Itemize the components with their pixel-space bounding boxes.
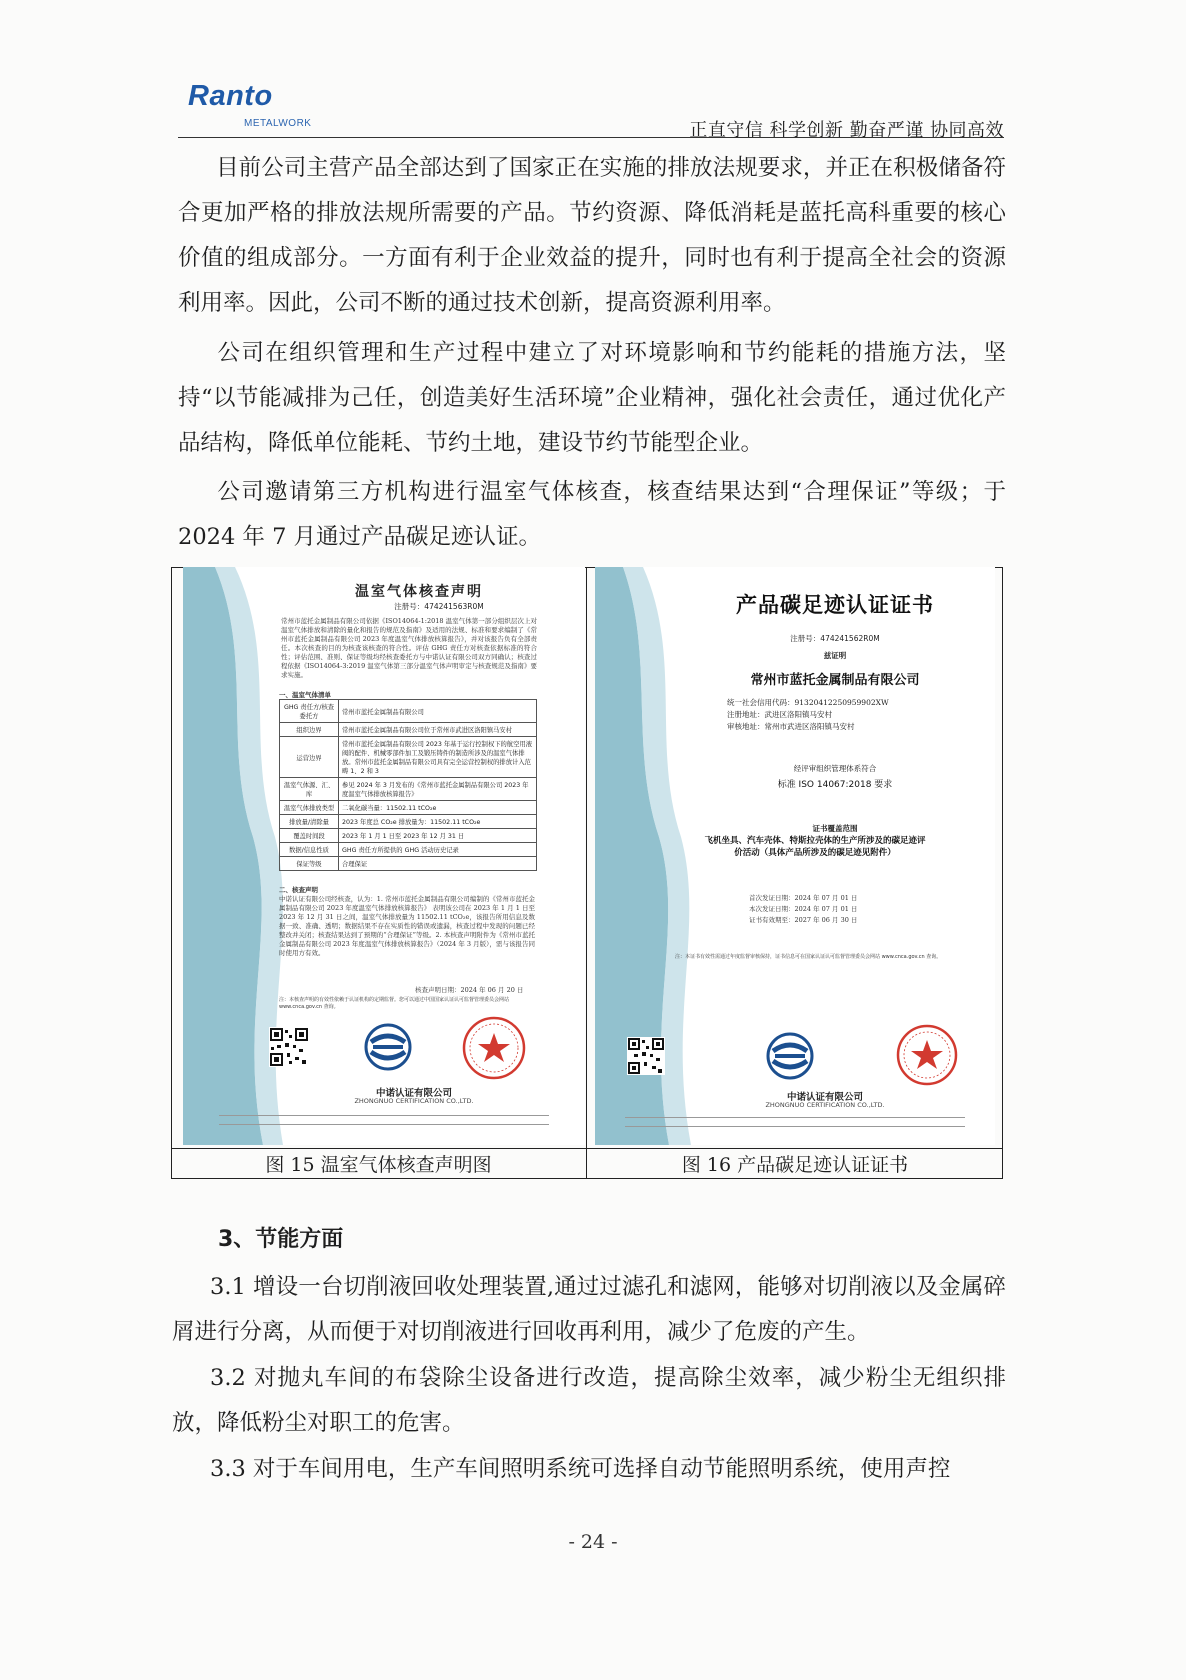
left-cert-title: 温室气体核查声明 bbox=[355, 584, 483, 600]
right-cert-proof: 兹证明 bbox=[823, 651, 847, 660]
left-cert-issuer: 中诺认证有限公司 bbox=[375, 1088, 452, 1099]
ghg-table-key: 温室气体排放类型 bbox=[280, 801, 339, 815]
certification-body-logo-icon bbox=[765, 1031, 815, 1081]
left-cert-footer-strip bbox=[219, 1115, 549, 1125]
right-cert-reg-addr: 注册地址：武进区洛阳镇马安村 bbox=[727, 710, 832, 719]
ghg-table-value: 二氧化碳当量：11502.11 tCO₂e bbox=[339, 801, 537, 815]
left-cert-issuer-en: ZHONGNUO CERTIFICATION CO.,LTD. bbox=[354, 1097, 474, 1105]
ghg-table-value: 常州市蓝托金属制品有限公司 bbox=[339, 700, 537, 723]
right-cert-issuer-en: ZHONGNUO CERTIFICATION CO.,LTD. bbox=[765, 1101, 885, 1109]
ghg-table-row bbox=[280, 829, 537, 843]
ghg-table-row bbox=[280, 778, 537, 801]
ghg-table-value: 2023 年 1 月 1 日至 2023 年 12 月 31 日 bbox=[339, 829, 537, 843]
right-cert-reg-no: 注册号：474241562R0M bbox=[790, 634, 880, 643]
header-divider bbox=[178, 137, 1004, 138]
left-cert-intro: 常州市蓝托金属制品有限公司依据《ISO14064-1:2018 温室气体第一部分组织层次上对温室气体排放和清除的量化和报告的规范及指南》及适用的法规、标准和要求编制了《常州市蓝托金属制品有限公司 2023 年度温室气体排放核算报告》，并对该报告负有全部责任。本次核查的目的为核查该核查的符合性。评估 GHG 责任方对核查依据标准的符合性；评估范围、准则、保证等级均经核查委托方与中诺认证有限公司双方同确认；核查过程依据《ISO14064-3:2019 温室气体第三部分温室气体声明审定与核查规范及指南》要求实施。 bbox=[281, 617, 537, 679]
company-logo: Ranto bbox=[188, 80, 273, 112]
official-seal-icon bbox=[895, 1023, 959, 1087]
right-cert-first-issue: 首次发证日期：2024 年 07 月 01 日 bbox=[749, 894, 858, 902]
ghg-table-key: 数据/信息性质 bbox=[280, 843, 339, 857]
right-cert-standard: 标准 ISO 14067:2018 要求 bbox=[777, 780, 893, 790]
carbon-footprint-certificate-image bbox=[595, 567, 995, 1145]
paragraph-2-text: 公司在组织管理和生产过程中建立了对环境影响和节约能耗的措施方法，坚持“以节能减排为己任，创造美好生活环境”企业精神，强化社会责任，通过优化产品结构，降低单位能耗、节约土地，建设节约节能型企业。 bbox=[178, 340, 1006, 456]
ghg-table-row bbox=[280, 723, 537, 737]
right-cert-this-issue: 本次发证日期：2024 年 07 月 01 日 bbox=[749, 905, 858, 913]
left-cert-table bbox=[279, 699, 537, 871]
paragraph-3-text: 公司邀请第三方机构进行温室气体核查，核查结果达到“合理保证”等级；于2024 年 7 月通过产品碳足迹认证。 bbox=[178, 479, 1006, 550]
right-cert-title: 产品碳足迹认证证书 bbox=[736, 593, 934, 617]
figure-15-caption: 图 15 温室气体核查声明图 bbox=[265, 1154, 492, 1176]
section-3-heading: 3、节能方面 bbox=[218, 1227, 344, 1252]
paragraph-3-2 bbox=[172, 1356, 1006, 1446]
qr-code-icon bbox=[627, 1037, 665, 1075]
right-cert-note: 注：本证书有效性需通过年度监督审核保持，证书信息可在国家认证认可监督管理委员会网站 www.cnca.gov.cn 查询。 bbox=[675, 954, 942, 960]
qr-code-icon bbox=[269, 1027, 309, 1067]
ghg-table-row bbox=[280, 843, 537, 857]
ghg-table-key: 保证等级 bbox=[280, 857, 339, 871]
page-number: - 24 - bbox=[568, 1531, 618, 1553]
certification-body-logo-icon bbox=[363, 1022, 413, 1072]
right-cert-scope: 飞机坐具、汽车壳体、特斯拉壳体的生产所涉及的碳足迹评价活动（具体产品所涉及的碳足迹见附件） bbox=[704, 836, 926, 858]
ghg-table-key: 覆盖时间段 bbox=[280, 829, 339, 843]
ghg-table-row bbox=[280, 700, 537, 723]
paragraph-1 bbox=[178, 146, 1006, 326]
ghg-table-key: 排放量/清除量 bbox=[280, 815, 339, 829]
ghg-table-value: 参见 2024 年 3 月发布的《常州市蓝托金属制品有限公司 2023 年度温室气体排放核算报告》 bbox=[339, 778, 537, 801]
right-cert-footer-strip bbox=[625, 1117, 965, 1127]
figure-caption-rule bbox=[171, 1148, 1003, 1149]
left-cert-section2: 二、核查声明 bbox=[279, 886, 318, 894]
ghg-table-row bbox=[280, 815, 537, 829]
ghg-table-row bbox=[280, 801, 537, 815]
header-motto: 正直守信 科学创新 勤奋严谨 协同高效 bbox=[689, 120, 1004, 141]
ghg-table-value: 合理保证 bbox=[339, 857, 537, 871]
ghg-table-value: 常州市蓝托金属制品有限公司位于常州市武进区洛阳镇马安村 bbox=[339, 723, 537, 737]
ghg-table-row bbox=[280, 737, 537, 778]
left-cert-statement: 中诺认证有限公司经核查，认为：1. 常州市蓝托金属制品有限公司编制的《常州市蓝托金属制品有限公司 2023 年度温室气体排放核算报告》 表明该公司在 2023 年 1 月 1 日至 2023 年 12 月 31 日之间，温室气体排放量为 11502.11 tCO₂e，该报告所用信息及数据一致、准确、透明；数据结果不存在实质性的错误或遗漏，核查过程中发现的问题已经整改并关闭；核查结果达到了预期的“合理保证”等级。2. 本核查声明附件为《常州市蓝托金属制品有限公司 2023 年度温室气体排放核算报告》（2024 年 3 月版），需与该报告同时使用方有效。 bbox=[279, 895, 535, 957]
ghg-table-key: GHG 责任方/核查委托方 bbox=[280, 700, 339, 723]
ghg-table-value: 2023 年度总 CO₂e 排放量为：11502.11 tCO₂e bbox=[339, 815, 537, 829]
ghg-table-key: 运营边界 bbox=[280, 737, 339, 778]
left-cert-reg-no: 注册号：474241563R0M bbox=[394, 602, 484, 611]
paragraph-3 bbox=[178, 470, 1006, 560]
right-cert-audit-addr: 审核地址：常州市武进区洛阳镇马安村 bbox=[727, 722, 855, 731]
right-cert-scope-label: 证书覆盖范围 bbox=[812, 824, 858, 833]
ghg-verification-statement-image bbox=[183, 567, 585, 1145]
ghg-table-row bbox=[280, 857, 537, 871]
right-cert-issuer: 中诺认证有限公司 bbox=[786, 1092, 863, 1103]
ghg-table-value: GHG 责任方所提供的 GHG 活动历史记录 bbox=[339, 843, 537, 857]
paragraph-3-1-text: 3.1 增设一台切削液回收处理装置,通过过滤孔和滤网，能够对切削液以及金属碎屑进行分离，从而便于对切削液进行回收再利用，减少了危废的产生。 bbox=[172, 1274, 1006, 1345]
right-cert-conformity: 经评审组织管理体系符合 bbox=[793, 764, 877, 773]
right-cert-company: 常州市蓝托金属制品有限公司 bbox=[750, 673, 920, 688]
right-cert-expiry: 证书有效期至：2027 年 06 月 30 日 bbox=[749, 916, 858, 924]
left-cert-date: 核查声明日期：2024 年 06 月 20 日 bbox=[415, 986, 524, 994]
ghg-table-key: 组织边界 bbox=[280, 723, 339, 737]
ghg-table-key: 温室气体源、汇、库 bbox=[280, 778, 339, 801]
left-cert-note: 注：本核查声明的有效性依赖于认证机构的定期监督。您可以通过中国国家认证认可监督管理委员会网站 www.cnca.gov.cn 查询。 bbox=[279, 997, 510, 1010]
paragraph-3-2-text: 3.2 对抛丸车间的布袋除尘设备进行改造，提高除尘效率，减少粉尘无组织排放，降低粉尘对职工的危害。 bbox=[172, 1365, 1006, 1436]
left-cert-section1: 一、温室气体清单 bbox=[279, 691, 331, 699]
right-cert-credit-code: 统一社会信用代码：91320412250959902XW bbox=[727, 698, 889, 707]
paragraph-2 bbox=[178, 331, 1006, 466]
paragraph-3-3 bbox=[172, 1447, 1006, 1492]
ghg-table-value: 常州市蓝托金属制品有限公司 2023 年基于运行控制权下的航空用液阀的配件、机械零部件加工及锻压铸件的制造所涉及的温室气体排放。常州市蓝托金属制品有限公司具有完全运营控制权的排放计入范畴 1、2 和 3 bbox=[339, 737, 537, 778]
figure-table-divider bbox=[586, 567, 587, 1179]
company-logo-subtitle: METALWORK bbox=[244, 118, 312, 129]
official-seal-icon bbox=[461, 1015, 527, 1081]
paragraph-3-3-text: 3.3 对于车间用电，生产车间照明系统可选择自动节能照明系统，使用声控 bbox=[210, 1456, 951, 1482]
paragraph-1-text: 目前公司主营产品全部达到了国家正在实施的排放法规要求，并正在积极储备符合更加严格的排放法规所需要的产品。节约资源、降低消耗是蓝托高科重要的核心价值的组成部分。一方面有利于企业效益的提升，同时也有利于提高全社会的资源利用率。因此，公司不断的通过技术创新，提高资源利用率。 bbox=[178, 155, 1006, 316]
figure-16-caption: 图 16 产品碳足迹认证证书 bbox=[681, 1154, 909, 1176]
paragraph-3-1 bbox=[172, 1265, 1006, 1355]
